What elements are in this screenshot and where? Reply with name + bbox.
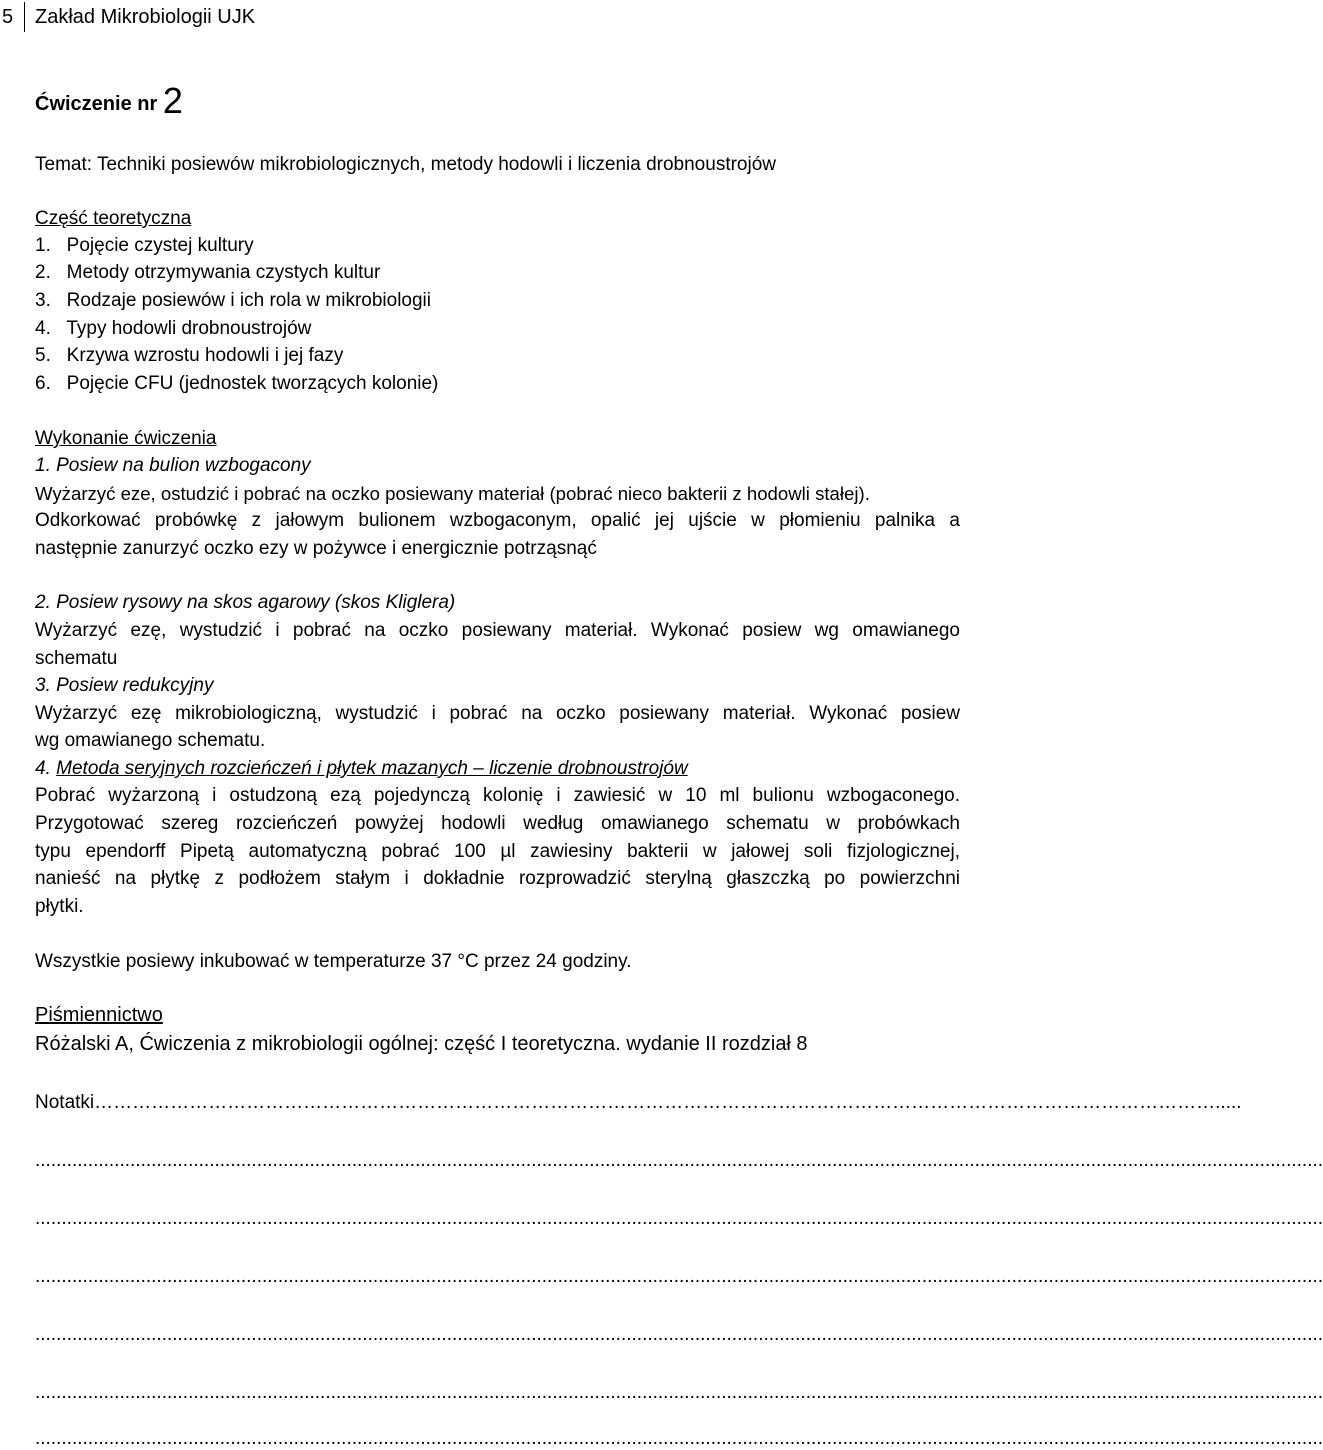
step-2-line-1: Wyżarzyć ezę, wystudzić i pobrać na oczko posiewany materiał. Wykonać posiew wg omawianego (35, 620, 960, 641)
step-4-title-row (35, 758, 688, 780)
exercise-label: Ćwiczenie nr (35, 93, 158, 115)
theory-item-5: 5. Krzywa wzrostu hodowli i jej fazy (35, 345, 344, 366)
notes-dots-3: .................................................................................................................................................................................................................................................... (35, 1266, 1323, 1287)
step-1-title: 1. Posiew na bulion wzbogacony (35, 455, 311, 476)
step-1-line-3: następnie zanurzyć oczko ezy w pożywce i energicznie potrząsnąć (35, 538, 597, 559)
notes-label: Notatki (35, 1092, 95, 1113)
literature-entry: Różalski A, Ćwiczenia z mikrobiologii ogólnej: część I teoretyczna. wydanie II rozdział 8 (35, 1033, 808, 1055)
step-3-title: 3. Posiew redukcyjny (35, 675, 214, 696)
step-4-line-4: nanieść na płytkę z podłożem stałym i dokładnie rozprowadzić sterylną głaszczką po powierzchni (35, 868, 960, 889)
step-1-line-1: Wyżarzyć eze, ostudzić i pobrać na oczko posiewany materiał (pobrać nieco bakterii z hodowli stałej). (35, 483, 870, 504)
header-divider (24, 2, 25, 32)
step-3-line-2: wg omawianego schematu. (35, 730, 266, 751)
exercise-title (35, 80, 183, 122)
theory-item-1: 1. Pojęcie czystej kultury (35, 235, 254, 256)
page-header (0, 2, 255, 32)
notes-dots-2: .................................................................................................................................................................................................................................................... (35, 1208, 1323, 1229)
step-4-number: 4. (35, 758, 51, 779)
step-2-line-2: schematu (35, 648, 118, 669)
theory-heading: Część teoretyczna (35, 208, 192, 229)
incubation-note: Wszystkie posiewy inkubować w temperaturze 37 °C przez 24 godziny. (35, 951, 632, 972)
theory-item-4: 4. Typy hodowli drobnoustrojów (35, 318, 312, 339)
step-3-line-1: Wyżarzyć ezę mikrobiologiczną, wystudzić i pobrać na oczko posiewany materiał. Wykonać posiew (35, 703, 960, 724)
exercise-number: 2 (162, 80, 183, 121)
step-4-line-1: Pobrać wyżarzoną i ostudzoną ezą pojedynczą kolonię i zawiesić w 10 ml bulionu wzbogaconego. (35, 785, 960, 806)
step-1-line-2: Odkorkować probówkę z jałowym bulionem wzbogaconym, opalić jej ujście w płomieniu palnika a (35, 510, 960, 531)
notes-dots-1: .................................................................................................................................................................................................................................................... (35, 1150, 1323, 1171)
step-4-line-5: płytki. (35, 896, 84, 917)
step-2-title: 2. Posiew rysowy na skos agarowy (skos Kliglera) (35, 592, 456, 613)
literature-heading: Piśmiennictwo (35, 1004, 163, 1026)
department-name: Zakład Mikrobiologii UJK (35, 5, 256, 28)
notes-dots-5: .................................................................................................................................................................................................................................................... (35, 1382, 1323, 1403)
topic-line: Temat: Techniki posiewów mikrobiologicznych, metody hodowli i liczenia drobnoustrojów (35, 154, 776, 175)
theory-item-3: 3. Rodzaje posiewów i ich rola w mikrobiologii (35, 290, 432, 311)
notes-dots-6: .................................................................................................................................................................................................................................................... (35, 1428, 1323, 1449)
notes-dots-4: .................................................................................................................................................................................................................................................... (35, 1324, 1323, 1345)
notes-first-dots: ……………………………………………………………………………………………………………………………………………………………..... (94, 1092, 1242, 1113)
theory-item-2: 2. Metody otrzymywania czystych kultur (35, 262, 381, 283)
theory-item-6: 6. Pojęcie CFU (jednostek tworzących kolonie) (35, 373, 439, 394)
step-4-line-2: Przygotować szereg rozcieńczeń powyżej hodowli według omawianego schematu w probówkach (35, 813, 960, 834)
execution-heading: Wykonanie ćwiczenia (35, 428, 217, 449)
page-number: 5 (2, 5, 14, 28)
step-4-line-3: typu ependorff Pipetą automatyczną pobrać 100 µl zawiesiny bakterii w jałowej soli fizjologicznej, (35, 841, 960, 862)
step-4-title: Metoda seryjnych rozcieńczeń i płytek mazanych – liczenie drobnoustrojów (56, 758, 688, 779)
notes-line (35, 1092, 1242, 1114)
